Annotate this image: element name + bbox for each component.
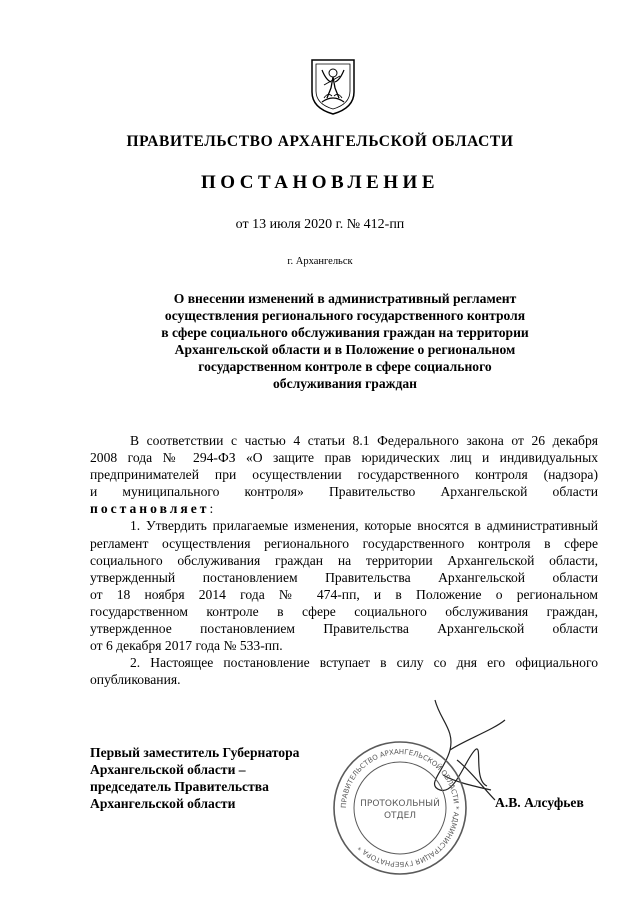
signatory-position-line: председатель Правительства	[90, 779, 269, 794]
coat-of-arms-emblem	[310, 58, 356, 116]
signatory-position	[90, 744, 299, 812]
document-heading	[100, 290, 590, 392]
body-line: утвержденный постановлением Правительства Архангельской области	[90, 569, 598, 585]
stamp-center-line2: ОТДЕЛ	[383, 811, 417, 821]
signatory-position-line: Архангельской области	[90, 796, 236, 811]
body-line: утвержденное постановлением Правительства Архангельской области	[90, 621, 598, 637]
body-line: государственном контроле в сфере социального обслуживания граждан,	[90, 603, 598, 619]
stamp-ring-text: ПРАВИТЕЛЬСТВО АРХАНГЕЛЬСКОЙ ОБЛАСТИ * АДМИНИСТРАЦИЯ ГУБЕРНАТОРА *	[339, 747, 461, 869]
signatory-position-line: Архангельской области –	[90, 762, 246, 777]
heading-line: в сфере социального обслуживания граждан на территории	[161, 325, 529, 340]
body-line: предпринимателей при осуществлении государственного контроля (надзора)	[90, 467, 598, 483]
body-line: 2008 года № 294-ФЗ «О защите прав юридических лиц и индивидуальных	[90, 450, 598, 466]
body-line: и муниципального контроля» Правительство Архангельской области	[90, 484, 598, 500]
heading-line: Архангельской области и в Положение о региональном	[174, 342, 516, 357]
decree-line	[90, 500, 598, 517]
body-line: от 18 ноября 2014 года № 474-пп, и в Положение о региональном	[90, 586, 598, 602]
heading-line: О внесении изменений в административный регламент	[173, 291, 517, 306]
body-line: В соответствии с частью 4 статьи 8.1 Федерального закона от 26 декабря	[130, 433, 598, 448]
heading-line: государственном контроле в сфере социального	[198, 359, 492, 374]
body-line: 2. Настоящее постановление вступает в силу со дня его официального	[130, 655, 598, 671]
document-date-number: от 13 июля 2020 г. № 412-пп	[235, 217, 405, 232]
decree-colon: :	[209, 501, 214, 517]
government-title: ПРАВИТЕЛЬСТВО АРХАНГЕЛЬСКОЙ ОБЛАСТИ	[126, 133, 514, 150]
stamp-center-line1: ПРОТОКОЛЬНЫЙ	[360, 799, 440, 809]
body-line: 1. Утвердить прилагаемые изменения, которые вносятся в административный	[130, 518, 598, 534]
body-line: регламент осуществления регионального государственного контроля в сфере	[90, 535, 598, 551]
official-stamp	[330, 738, 470, 878]
body-line: социального обслуживания граждан на территории Архангельской области,	[90, 552, 598, 568]
body-line: от 6 декабря 2017 года № 533-пп.	[90, 638, 283, 654]
heading-line: осуществления регионального государственного контроля	[164, 308, 526, 323]
signatory-name: А.В. Алсуфьев	[495, 795, 584, 810]
document-type-title: ПОСТАНОВЛЕНИЕ	[200, 172, 440, 193]
document-body	[90, 432, 598, 688]
heading-line: обслуживания граждан	[272, 376, 417, 391]
document-city: г. Архангельск	[287, 256, 353, 267]
signatory-position-line: Первый заместитель Губернатора	[90, 745, 300, 760]
body-line: опубликования.	[90, 672, 181, 688]
decree-word: постановляет	[90, 501, 210, 517]
